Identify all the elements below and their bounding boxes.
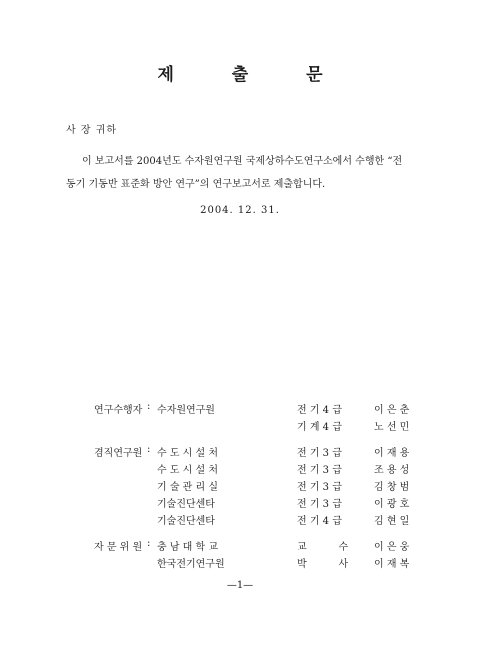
roster-org: 수 도 시 설 처: [157, 448, 219, 459]
roster-name: 이 은 춘: [374, 405, 410, 416]
roster-role: 겸직연구원: [94, 448, 143, 459]
roster-colon: :: [147, 538, 151, 549]
roster-org: 기 술 관 리 실: [157, 482, 219, 493]
roster-name: 이 은 웅: [374, 542, 410, 553]
roster-org: 충 남 대 학 교: [157, 542, 219, 553]
roster-grade: 박 사: [297, 559, 349, 570]
addressee: 사 장 귀하: [66, 125, 117, 136]
roster-name: 김 창 범: [374, 482, 410, 493]
roster-row: [0, 478, 480, 494]
roster-name: 이 재 복: [374, 559, 410, 570]
roster-grade: 기 계 4 급: [297, 422, 342, 433]
roster-org: 기술진단센타: [157, 516, 215, 527]
roster-grade: 전 기 3 급: [297, 448, 342, 459]
roster-colon: :: [147, 401, 151, 412]
roster-row: [0, 418, 480, 434]
roster-grade: 전 기 4 급: [297, 405, 342, 416]
roster-org: 수 도 시 설 처: [157, 465, 219, 476]
roster-colon: :: [147, 444, 151, 455]
submission-date: 2004. 12. 31.: [200, 205, 280, 216]
roster-name: 이 광 호: [374, 499, 410, 510]
statement-line-2: 동기 기동반 표준화 방안 연구”의 연구보고서로 제출합니다.: [66, 179, 326, 190]
roster-row: [0, 461, 480, 477]
document-title: 제 출 문: [157, 65, 349, 85]
roster-grade: 전 기 3 급: [297, 499, 342, 510]
roster-org: 기술진단센타: [157, 499, 215, 510]
roster-row: [0, 512, 480, 528]
roster-row: [0, 538, 480, 554]
roster-grade: 교 수: [297, 542, 349, 553]
roster-grade: 전 기 3 급: [297, 482, 342, 493]
roster-row: [0, 444, 480, 460]
roster-name: 김 현 일: [374, 516, 410, 527]
roster-row: [0, 495, 480, 511]
roster-org: 수자원연구원: [157, 405, 215, 416]
roster-grade: 전 기 4 급: [297, 516, 342, 527]
roster-role: 자 문 위 원: [94, 542, 143, 553]
roster-name: 이 재 용: [374, 448, 410, 459]
roster-row: [0, 555, 480, 571]
roster-org: 한국전기연구원: [157, 559, 225, 570]
roster-row: [0, 401, 480, 417]
roster-name: 노 선 민: [374, 422, 410, 433]
roster-name: 조 용 성: [374, 465, 410, 476]
statement-line-1: 이 보고서를 2004년도 수자원연구원 국제상하수도연구소에서 수행한 “전: [82, 156, 403, 167]
roster-grade: 전 기 3 급: [297, 465, 342, 476]
page-number: —1—: [226, 580, 254, 591]
roster-role: 연구수행자: [94, 405, 143, 416]
submission-statement: [66, 150, 422, 196]
